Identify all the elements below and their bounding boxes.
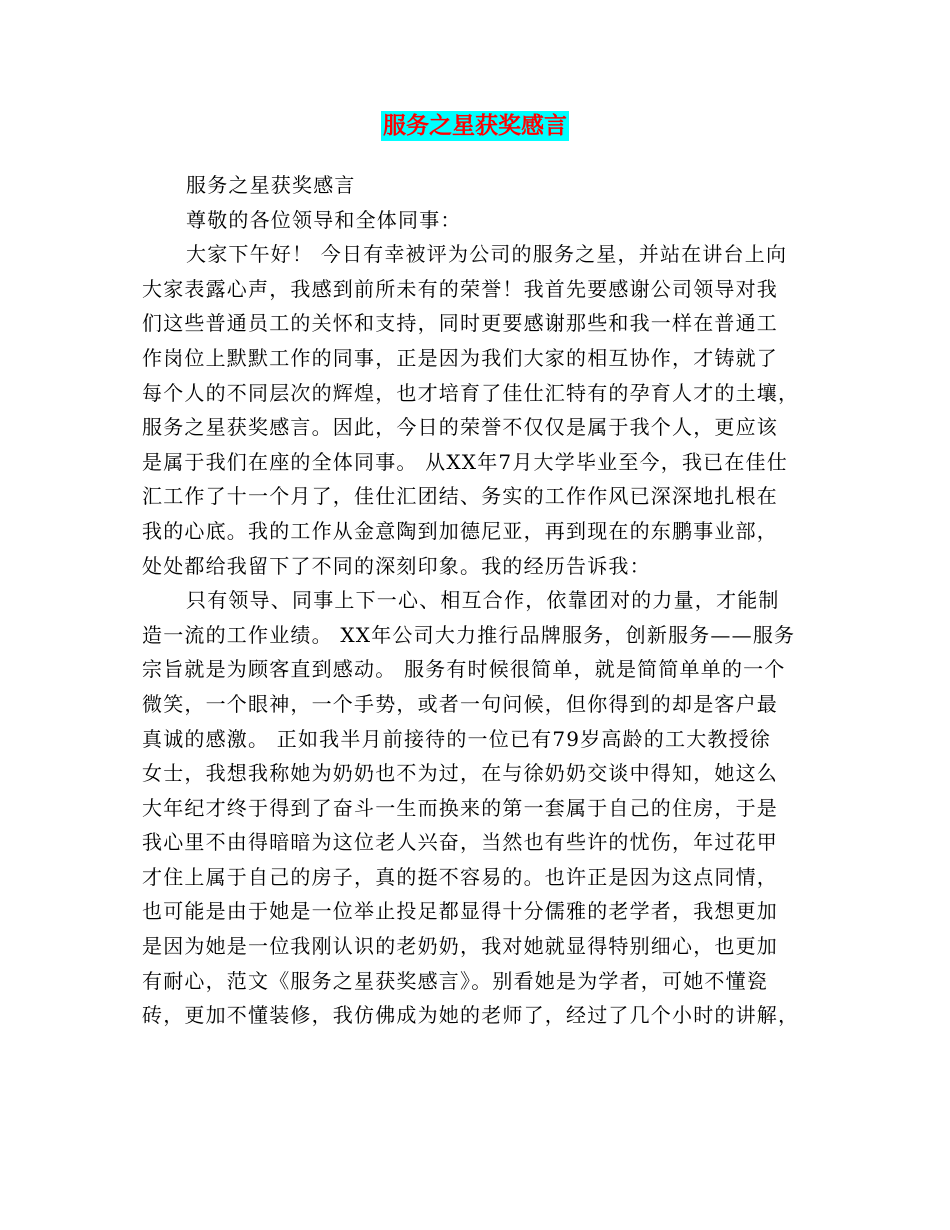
text-line: 是因为她是一位我刚认识的老奶奶，我对她就显得特别细心，也更加 — [142, 934, 778, 959]
text-line: 大年纪才终于得到了奋斗一生而换来的第一套属于自己的住房，于是 — [142, 795, 778, 820]
text-line: 每个人的不同层次的辉煌，也才培育了佳仕汇特有的孕育人才的土壤， — [142, 380, 800, 405]
text-line: 微笑，一个眼神，一个手势，或者一句问候，但你得到的却是客户最 — [142, 691, 778, 716]
text-line: 真诚的感激。 正如我半月前接待的一位已有79岁高龄的工大教授徐 — [142, 726, 772, 751]
text-line: 才住上属于自己的房子，真的挺不容易的。也许正是因为这点同情， — [142, 864, 778, 889]
text-line: 我的心底。我的工作从金意陶到加德尼亚，再到现在的东鹏事业部， — [142, 518, 778, 543]
document-title: 服务之星获奖感言 — [383, 112, 567, 139]
text-line: 服务之星获奖感言 — [186, 173, 356, 197]
text-line: 只有领导、同事上下一心、相互合作，依靠团对的力量，才能制 — [186, 588, 780, 613]
text-line: 砖，更加不懂装修，我仿佛成为她的老师了，经过了几个小时的讲解， — [142, 1003, 800, 1028]
text-line: 汇工作了十一个月了，佳仕汇团结、务实的工作作风已深深地扎根在 — [142, 484, 778, 509]
text-line: 作岗位上默默工作的同事，正是因为我们大家的相互协作，才铸就了 — [142, 345, 778, 370]
text-line: 处处都给我留下了不同的深刻印象。我的经历告诉我： — [142, 553, 651, 578]
text-line: 是属于我们在座的全体同事。 从XX年7月大学毕业至今，我已在佳仕 — [142, 449, 788, 474]
text-line: 服务之星获奖感言。因此，今日的荣誉不仅仅是属于我个人，更应该 — [142, 415, 778, 440]
text-line: 我心里不由得暗暗为这位老人兴奋，当然也有些许的忧伤，年过花甲 — [142, 830, 778, 855]
text-line: 大家表露心声，我感到前所未有的荣誉！我首先要感谢公司领导对我 — [142, 276, 778, 301]
text-line: 们这些普通员工的关怀和支持，同时更要感谢那些和我一样在普通工 — [142, 311, 778, 336]
title-container — [0, 111, 950, 141]
text-line: 有耐心，范文《服务之星获奖感言》。别看她是为学者，可她不懂瓷 — [142, 968, 768, 993]
text-line: 大家下午好！ 今日有幸被评为公司的服务之星，并站在讲台上向 — [186, 242, 788, 267]
text-line: 也可能是由于她是一位举止投足都显得十分儒雅的老学者，我想更加 — [142, 899, 778, 924]
document-body — [142, 168, 812, 1033]
text-line: 宗旨就是为顾客直到感动。 服务有时候很简单，就是简简单单的一个 — [142, 657, 786, 682]
text-line: 尊敬的各位领导和全体同事： — [186, 207, 462, 232]
text-line: 女士，我想我称她为奶奶也不为过，在与徐奶奶交谈中得知，她这么 — [142, 761, 778, 786]
text-line: 造一流的工作业绩。 XX年公司大力推行品牌服务，创新服务——服务 — [142, 622, 796, 647]
